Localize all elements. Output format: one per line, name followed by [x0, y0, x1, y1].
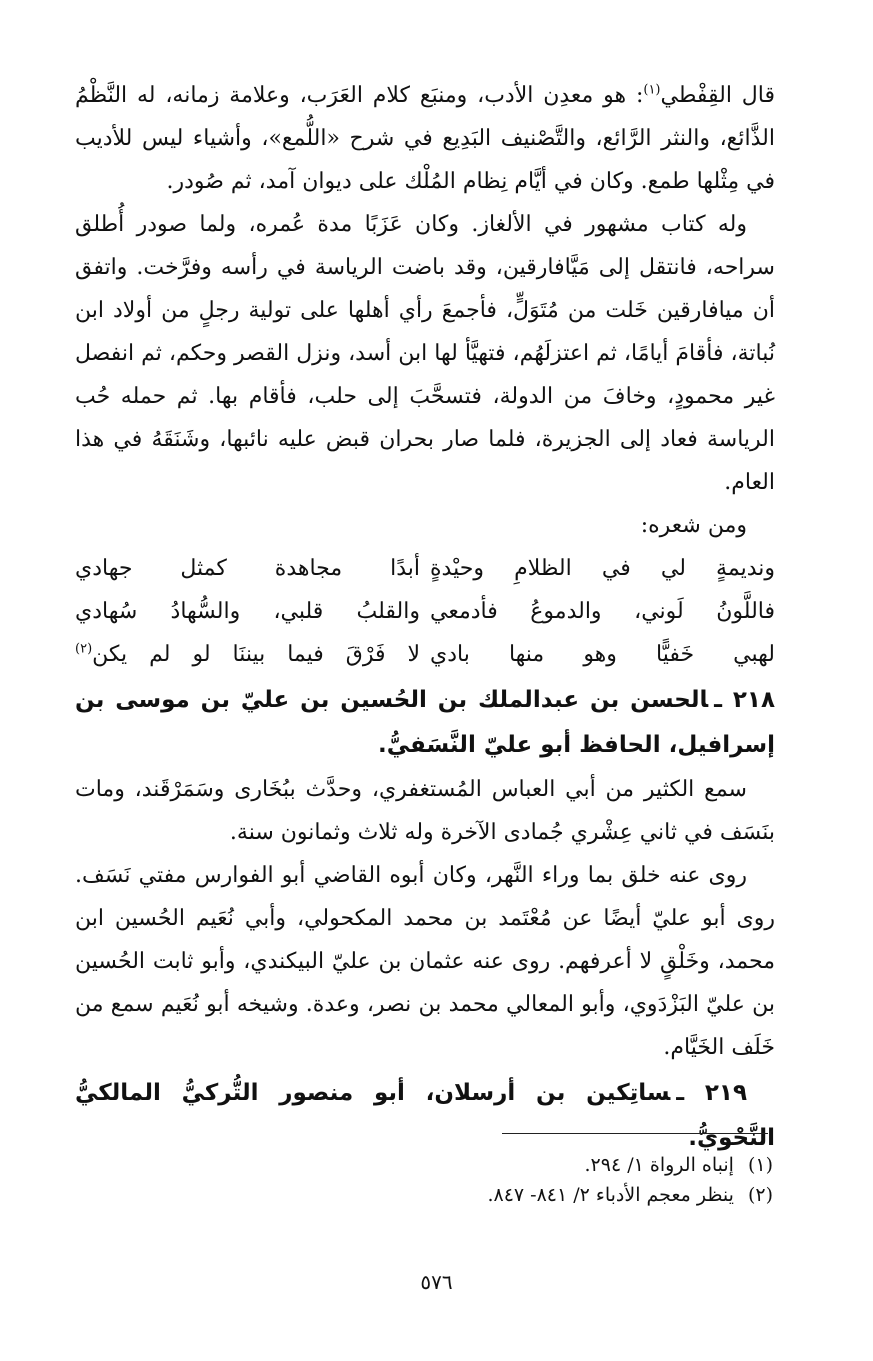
verse-first-hemistich: لهبي خَفيًّا وهو منها بادي [430, 642, 775, 667]
verse-second-hemistich: أبدًا مجاهدة كمثل جهادي [75, 556, 420, 581]
poem [75, 547, 775, 676]
entry-title: ساتِكين بن أرسلان، أبو منصور التُّركيُّ المالكيُّ النَّحْويُّ. [75, 1080, 775, 1151]
verse-second-hemistich [75, 633, 420, 676]
entry-heading-218 [75, 678, 775, 768]
verse-second-hemistich: والقلبُ قلبي، والسُّهادُ سُهادي [75, 599, 420, 624]
footnote-number: (٢) [747, 1184, 773, 1206]
footnote-item [133, 1150, 773, 1180]
entry-heading-219 [75, 1071, 775, 1161]
page-body [75, 74, 775, 1161]
paragraph-lead-text: قال القِفْطي [660, 83, 775, 108]
paragraph-qifti-quote [75, 74, 775, 203]
entry-number: ٢١٩ ـ [676, 1080, 748, 1106]
footnote-marker: (٢) [75, 641, 93, 657]
footnote-text: إنباه الرواة ١/ ٢٩٤. [584, 1154, 734, 1176]
poem-verse [75, 590, 775, 633]
entry-number: ٢١٨ ـ [714, 687, 776, 713]
verse-first-hemistich: فاللَّونُ لَوني، والدموعُ فأدمعي [430, 599, 775, 624]
poem-verse [75, 547, 775, 590]
footnote-marker: (١) [643, 82, 661, 98]
footnote-text: ينظر معجم الأدباء ٢/ ٨٤١- ٨٤٧. [487, 1184, 734, 1206]
verse-first-hemistich: ونديمةٍ لي في الظلامِ وحيْدةٍ [430, 556, 775, 581]
entry-title: الحسن بن عبدالملك بن الحُسين بن عليّ بن موسى بن إسرافيل، الحافظ أبو عليّ النَّسَفيُّ. [75, 687, 775, 758]
entry-218-paragraph: سمع الكثير من أبي العباس المُستغفري، وحدَّث ببُخَارى وسَمَرْقَند، ومات بنَسَف في ثاني عِشْري جُمادى الآخرة وله ثلاث وثمانون سنة. [75, 777, 775, 845]
footnotes [133, 1150, 773, 1210]
footnote-number: (١) [747, 1154, 773, 1176]
entry-218-paragraph: روى عنه خلق بما وراء النَّهر، وكان أبوه القاضي أبو الفوارس مفتي نَسَف. روى أبو عليّ أيضًا عن مُعْتَمد بن محمد المكحولي، وأبي نُعَيم الحُسين ابن محمد، وخَلْقٍ لا أعرفهم. روى عنه عثمان بن عليّ البيكندي، وأبو ثابت الحُسين بن عليّ البَزْدَوي، وأبو المعالي محمد بن نصر، وعدة. وشيخه أبو نُعَيم سمع من خَلَف الخَيَّام. [75, 863, 775, 1060]
paragraph-poetry-intro: ومن شعره: [640, 513, 747, 538]
poem-verse [75, 633, 775, 676]
paragraph-text: : هو معدِن الأدب، ومنبَع كلام العَرَب، وعلامة زمانه، له النَّظْمُ الذَّائع، والنثر الرَّائع، والتَّصْنيف البَدِيع في شرح «اللُّمع»، وأشياء ليس للأديب في مِثْلها طمع. وكان في أيَّام نِظام المُلْك على ديوان آمد، ثم صُودر. [75, 83, 775, 194]
paragraph-biography: وله كتاب مشهور في الألغاز. وكان عَزَبًا مدة عُمره، ولما صودر أُطلق سراحه، فانتقل إلى مَيَّافارقين، وقد باضت الرياسة في رأسه وفرَّخت. واتفق أن ميافارقين خَلت من مُتَوَلٍّ، فأجمعَ رأي أهلها على تولية رجلٍ من أولاد ابن نُباتة، فأقامَ أيامًا، ثم اعتزلَهُم، فتهيَّأ لها ابن أسد، ونزل القصر وحكم، ثم انفصل غير محمودٍ، وخافَ من الدولة، فتسحَّبَ إلى حلب، فأقام بها. ثم حمله حُب الرياسة فعاد إلى الجزيرة، فلما صار بحران قبض عليه نائبها، وشَنَقَهُ في هذا العام. [75, 212, 775, 495]
verse-text: لا فَرْقَ فيما بيننَا لو لم يكن [92, 642, 420, 667]
footnote-divider [502, 1133, 768, 1134]
footnote-item [133, 1180, 773, 1210]
page-number: ٥٧٦ [420, 1270, 453, 1294]
